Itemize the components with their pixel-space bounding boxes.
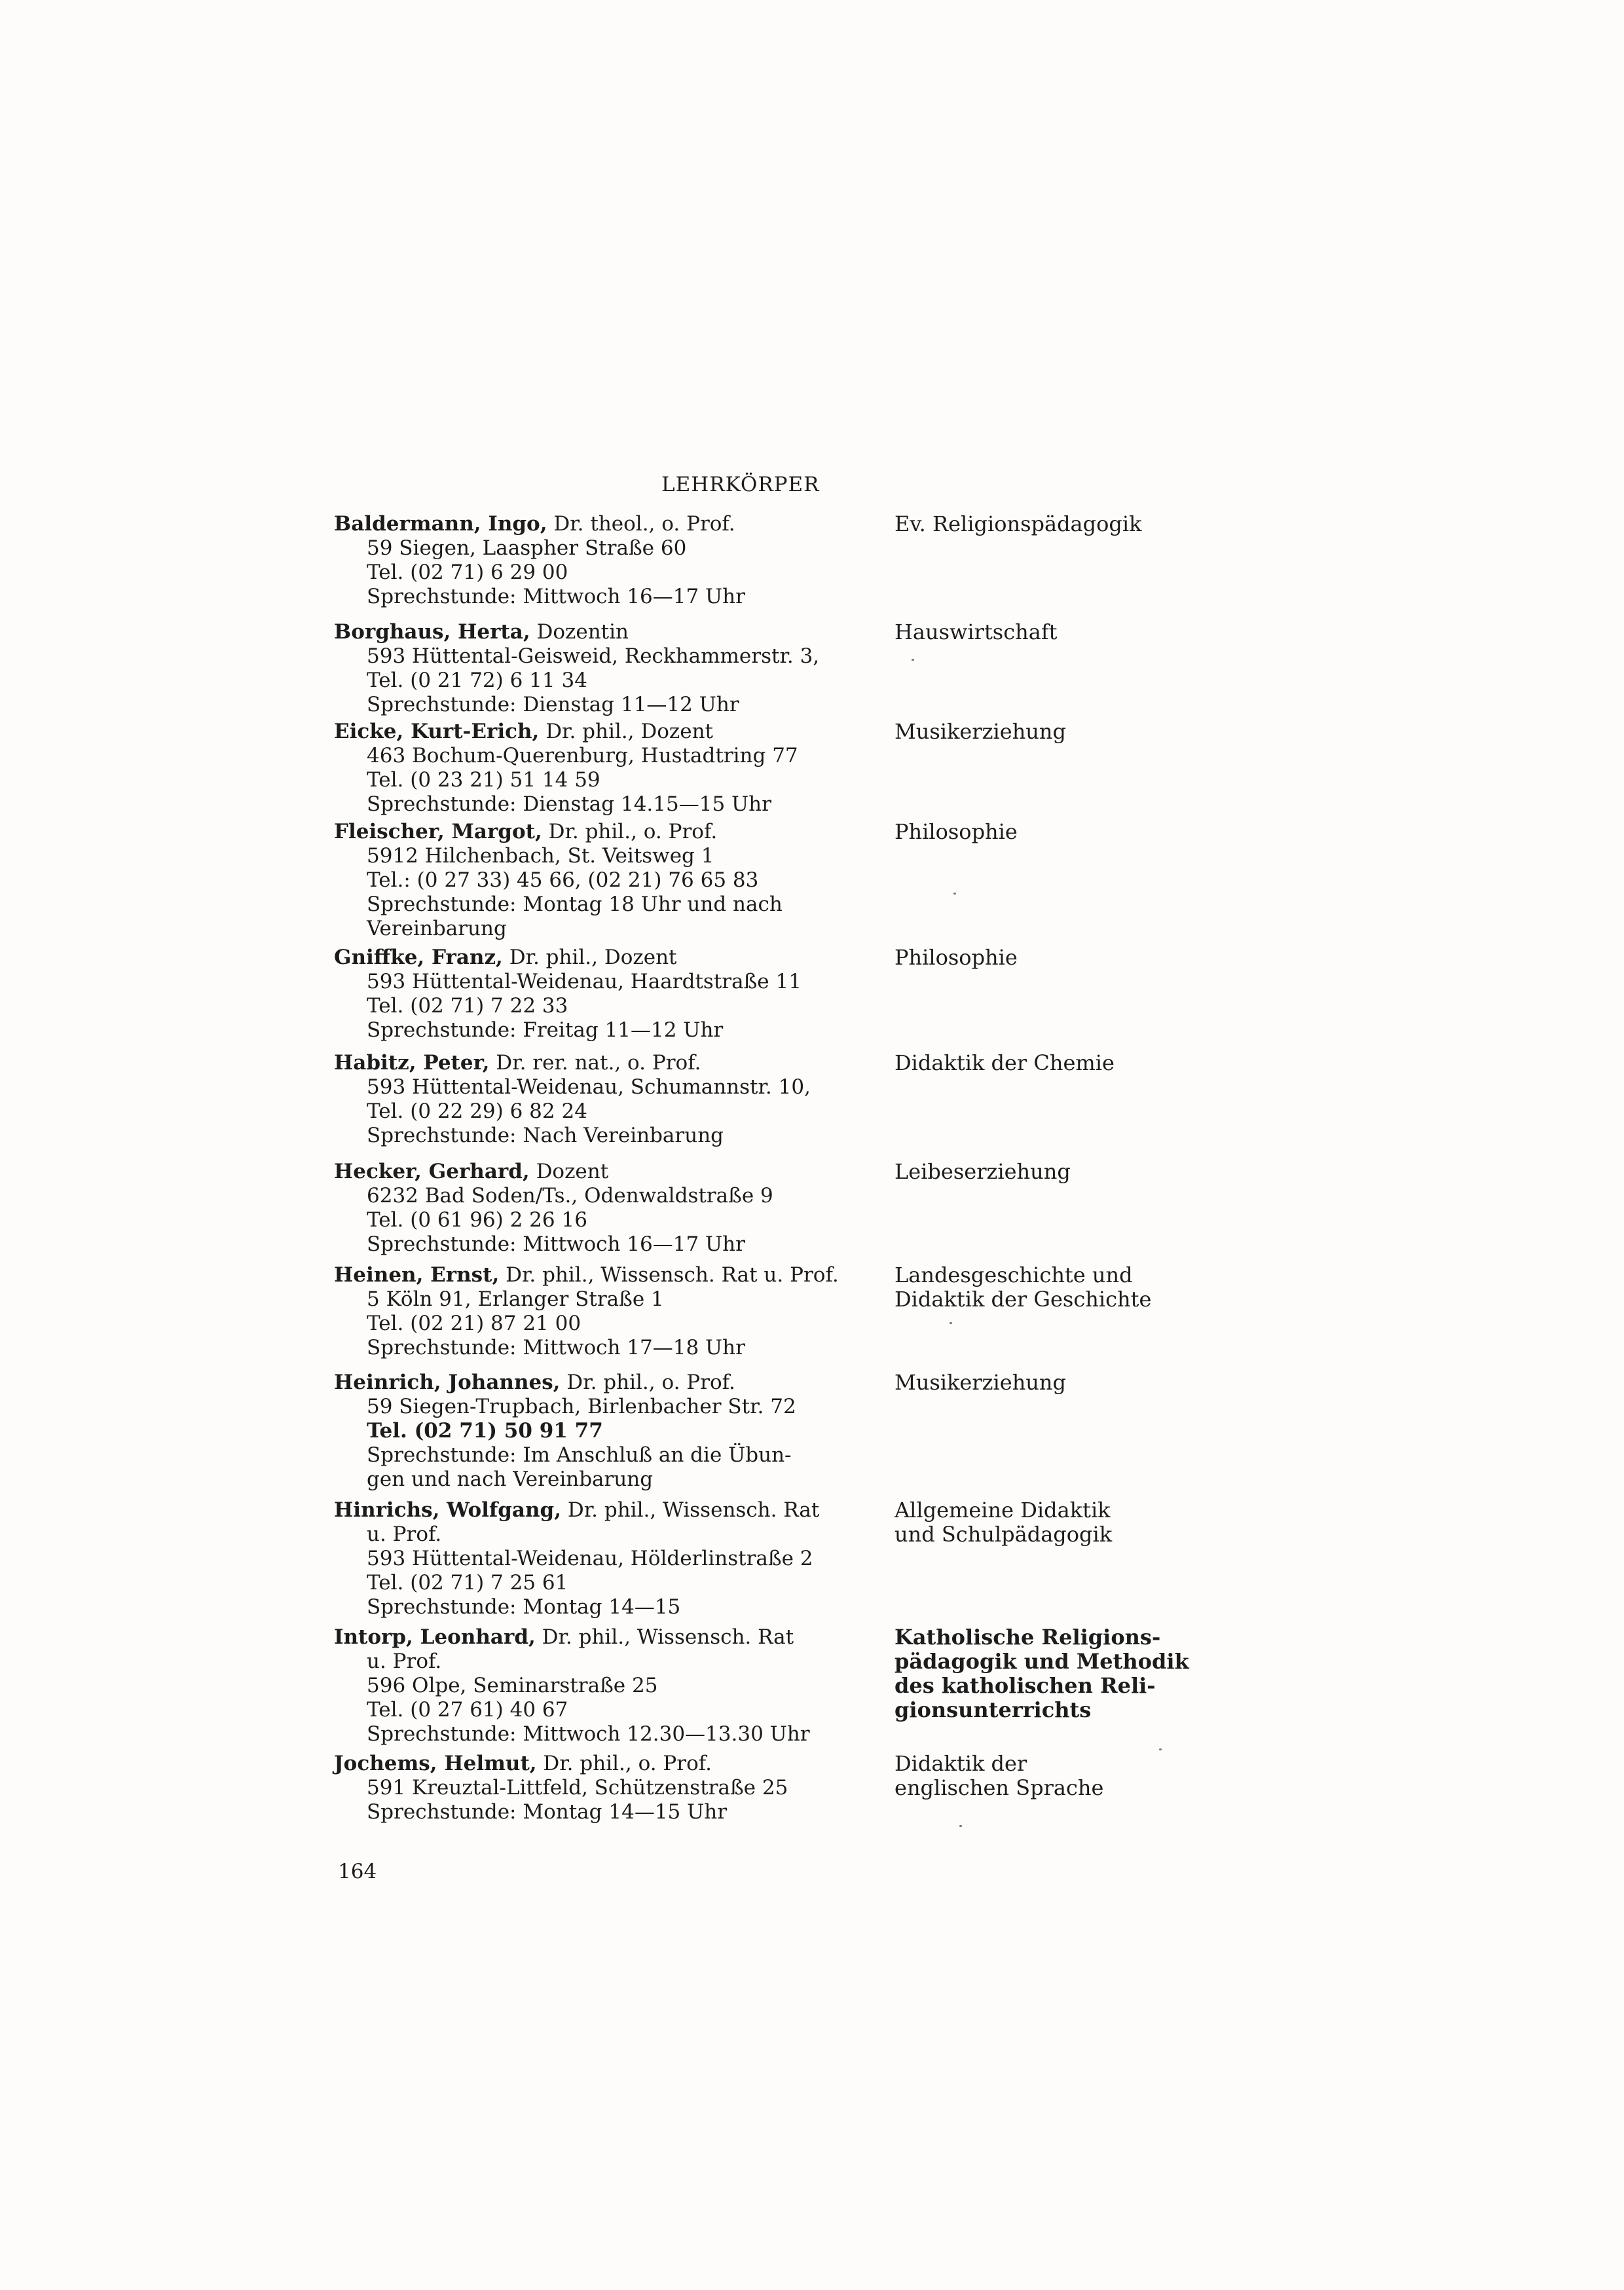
scan-speck [1159, 1748, 1162, 1750]
subject: Allgemeine Didaktik [895, 1498, 1111, 1523]
address: 596 Olpe, Seminarstraße 25 [367, 1674, 658, 1697]
office-hours: Sprechstunde: Montag 14—15 [367, 1595, 681, 1619]
person-title: Dr. phil., o. Prof. [560, 1371, 735, 1394]
address: 5 Köln 91, Erlanger Straße 1 [367, 1287, 664, 1311]
person-title: Dr. phil., o. Prof. [536, 1752, 712, 1775]
phone: Tel. (0 27 61) 40 67 [367, 1698, 568, 1722]
office-hours: Sprechstunde: Im Anschluß an die Übun- [367, 1443, 792, 1467]
office-hours-continued: Vereinbarung [367, 917, 507, 940]
subject-continued: englischen Sprache [895, 1775, 1104, 1800]
address: 593 Hüttental-Weidenau, Schumannstr. 10, [367, 1075, 811, 1099]
address: 593 Hüttental-Weidenau, Haardtstraße 11 [367, 970, 802, 993]
person-title-continued: u. Prof. [367, 1650, 442, 1673]
subject-continued: des katholischen Reli- [895, 1673, 1156, 1698]
scan-speck [953, 893, 956, 895]
page-title: LEHRKÖRPER [661, 473, 820, 496]
address: 591 Kreuztal-Littfeld, Schützenstraße 25 [367, 1776, 788, 1800]
office-hours: Sprechstunde: Dienstag 11—12 Uhr [367, 693, 739, 716]
address: 5912 Hilchenbach, St. Veitsweg 1 [367, 844, 714, 868]
office-hours: Sprechstunde: Freitag 11—12 Uhr [367, 1018, 724, 1042]
person-name: Fleischer, Margot, [334, 820, 542, 843]
office-hours: Sprechstunde: Mittwoch 16—17 Uhr [367, 585, 745, 608]
subject: Landesgeschichte und [895, 1263, 1133, 1287]
person-title: Dr. phil., Dozent [539, 720, 713, 743]
subject: Musikerziehung [895, 719, 1066, 744]
phone: Tel.: (0 27 33) 45 66, (02 21) 76 65 83 [367, 868, 759, 892]
person-title: Dr. rer. nat., o. Prof. [489, 1051, 701, 1075]
phone: Tel. (0 23 21) 51 14 59 [367, 768, 600, 792]
person-name: Eicke, Kurt-Erich, [334, 720, 540, 743]
subject: Musikerziehung [895, 1370, 1066, 1395]
address: 6232 Bad Soden/Ts., Odenwaldstraße 9 [367, 1184, 773, 1208]
person-name: Hecker, Gerhard, [334, 1160, 530, 1183]
phone: Tel. (02 71) 7 22 33 [367, 994, 568, 1018]
phone: Tel. (0 61 96) 2 26 16 [367, 1208, 587, 1232]
subject: Hauswirtschaft [895, 619, 1058, 644]
phone: Tel. (02 71) 7 25 61 [367, 1571, 568, 1595]
office-hours: Sprechstunde: Dienstag 14.15—15 Uhr [367, 792, 771, 816]
person-title-continued: u. Prof. [367, 1523, 442, 1546]
office-hours: Sprechstunde: Nach Vereinbarung [367, 1124, 724, 1147]
person-name: Hinrichs, Wolfgang, [334, 1498, 562, 1522]
subject: Didaktik der [895, 1751, 1027, 1776]
person-title: Dr. phil., Dozent [502, 946, 677, 969]
subject-continued: und Schulpädagogik [895, 1522, 1113, 1547]
person-name: Habitz, Peter, [334, 1051, 490, 1075]
subject: Didaktik der Chemie [895, 1050, 1115, 1075]
subject: Katholische Religions- [895, 1625, 1161, 1650]
address: 59 Siegen, Laaspher Straße 60 [367, 536, 687, 560]
office-hours: Sprechstunde: Mittwoch 17—18 Uhr [367, 1336, 745, 1359]
address: 463 Bochum-Querenburg, Hustadtring 77 [367, 744, 798, 767]
person-title: Dr. phil., o. Prof. [542, 820, 718, 843]
subject: Leibeserziehung [895, 1159, 1071, 1184]
phone: Tel. (0 22 29) 6 82 24 [367, 1099, 587, 1123]
phone: Tel. (02 71) 50 91 77 [367, 1419, 603, 1443]
person-title: Dr. phil., Wissensch. Rat [535, 1625, 794, 1649]
person-title: Dr. theol., o. Prof. [547, 512, 735, 536]
person-title: Dr. phil., Wissensch. Rat [561, 1498, 820, 1522]
office-hours: Sprechstunde: Montag 14—15 Uhr [367, 1800, 728, 1824]
scan-speck [959, 1825, 962, 1827]
office-hours: Sprechstunde: Mittwoch 12.30—13.30 Uhr [367, 1722, 810, 1746]
page-number: 164 [338, 1860, 377, 1883]
subject-continued: pädagogik und Methodik [895, 1649, 1189, 1674]
office-hours: Sprechstunde: Mittwoch 16—17 Uhr [367, 1232, 745, 1256]
person-title: Dr. phil., Wissensch. Rat u. Prof. [499, 1263, 839, 1287]
person-name: Heinrich, Johannes, [334, 1371, 561, 1394]
person-name: Gniffke, Franz, [334, 946, 503, 969]
subject: Ev. Religionspädagogik [895, 511, 1142, 536]
person-title: Dozentin [530, 620, 629, 644]
person-name: Intorp, Leonhard, [334, 1625, 536, 1649]
phone: Tel. (02 21) 87 21 00 [367, 1312, 581, 1335]
subject: Philosophie [895, 945, 1018, 970]
subject-continued: gionsunterrichts [895, 1697, 1092, 1722]
person-name: Jochems, Helmut, [334, 1752, 537, 1775]
person-name: Borghaus, Herta, [334, 620, 530, 644]
phone: Tel. (0 21 72) 6 11 34 [367, 669, 587, 692]
office-hours: Sprechstunde: Montag 18 Uhr und nach [367, 893, 783, 916]
subject-continued: Didaktik der Geschichte [895, 1287, 1152, 1312]
person-title: Dozent [529, 1160, 609, 1183]
person-name: Baldermann, Ingo, [334, 512, 547, 536]
address: 59 Siegen-Trupbach, Birlenbacher Str. 72 [367, 1395, 796, 1418]
scan-speck [950, 1322, 952, 1324]
phone: Tel. (02 71) 6 29 00 [367, 561, 568, 584]
address: 593 Hüttental-Geisweid, Reckhammerstr. 3, [367, 644, 820, 668]
scan-speck [912, 659, 914, 661]
person-name: Heinen, Ernst, [334, 1263, 500, 1287]
address: 593 Hüttental-Weidenau, Hölderlinstraße 2 [367, 1547, 813, 1570]
office-hours-continued: gen und nach Vereinbarung [367, 1468, 654, 1491]
subject: Philosophie [895, 819, 1018, 844]
